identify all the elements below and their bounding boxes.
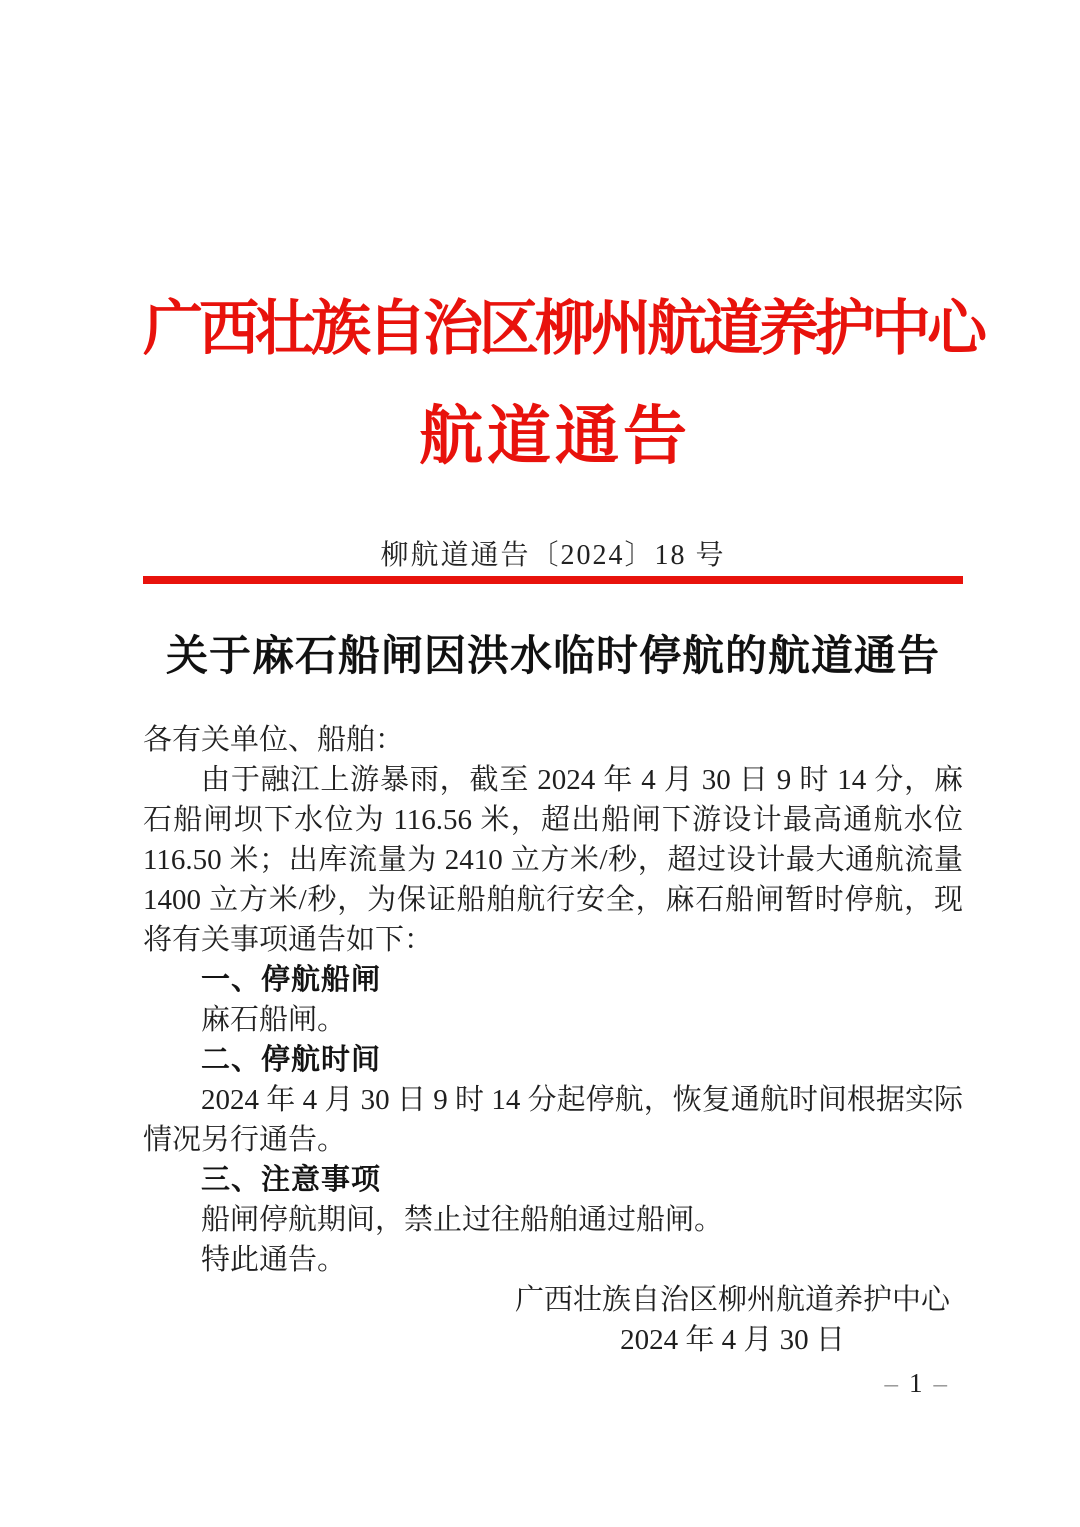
closing-statement: 特此通告。	[201, 1244, 347, 1276]
signature-org: 广西壮族自治区柳州航道养护中心	[514, 1284, 950, 1316]
section-2-body: 2024 年 4 月 30 日 9 时 14 分起停航，恢复通航时间根据实际情况另行通告。	[143, 1084, 963, 1156]
intro-paragraph: 由于融江上游暴雨，截至 2024 年 4 月 30 日 9 时 14 分，麻石船闸坝下水位为 116.56 米，超出船闸下游设计最高通航水位 116.50 米；出库流量为 2410 立方米/秒，超过设计最大通航流量 1400 立方米/秒，为保证船舶航行安全，麻石船闸暂时停航，现将有关事项通告如下：	[143, 764, 963, 956]
red-separator-rule	[143, 576, 963, 584]
section-2-heading: 二、停航时间	[201, 1044, 382, 1076]
doc-type-title: 航道通告	[419, 401, 691, 472]
signature-block	[143, 1280, 963, 1360]
signature-date: 2024 年 4 月 30 日	[620, 1324, 845, 1356]
notice-body	[143, 720, 963, 1360]
section-1-body: 麻石船闸。	[201, 1004, 347, 1036]
page-number-value: 1	[909, 1368, 923, 1398]
page-number-dash-right: –	[933, 1368, 947, 1398]
notice-title: 关于麻石船闸因洪水临时停航的航道通告	[165, 634, 940, 680]
section-1-heading: 一、停航船闸	[201, 964, 382, 996]
salutation: 各有关单位、船舶：	[143, 724, 405, 756]
section-3-body: 船闸停航期间，禁止过往船舶通过船闸。	[201, 1204, 724, 1236]
section-3-heading: 三、注意事项	[201, 1164, 382, 1196]
org-title: 广西壮族自治区柳州航道养护中心	[143, 296, 983, 362]
page-number-dash-left: –	[884, 1368, 898, 1398]
doc-number: 柳航道通告〔2024〕18 号	[380, 540, 726, 571]
page-number	[885, 1368, 948, 1398]
